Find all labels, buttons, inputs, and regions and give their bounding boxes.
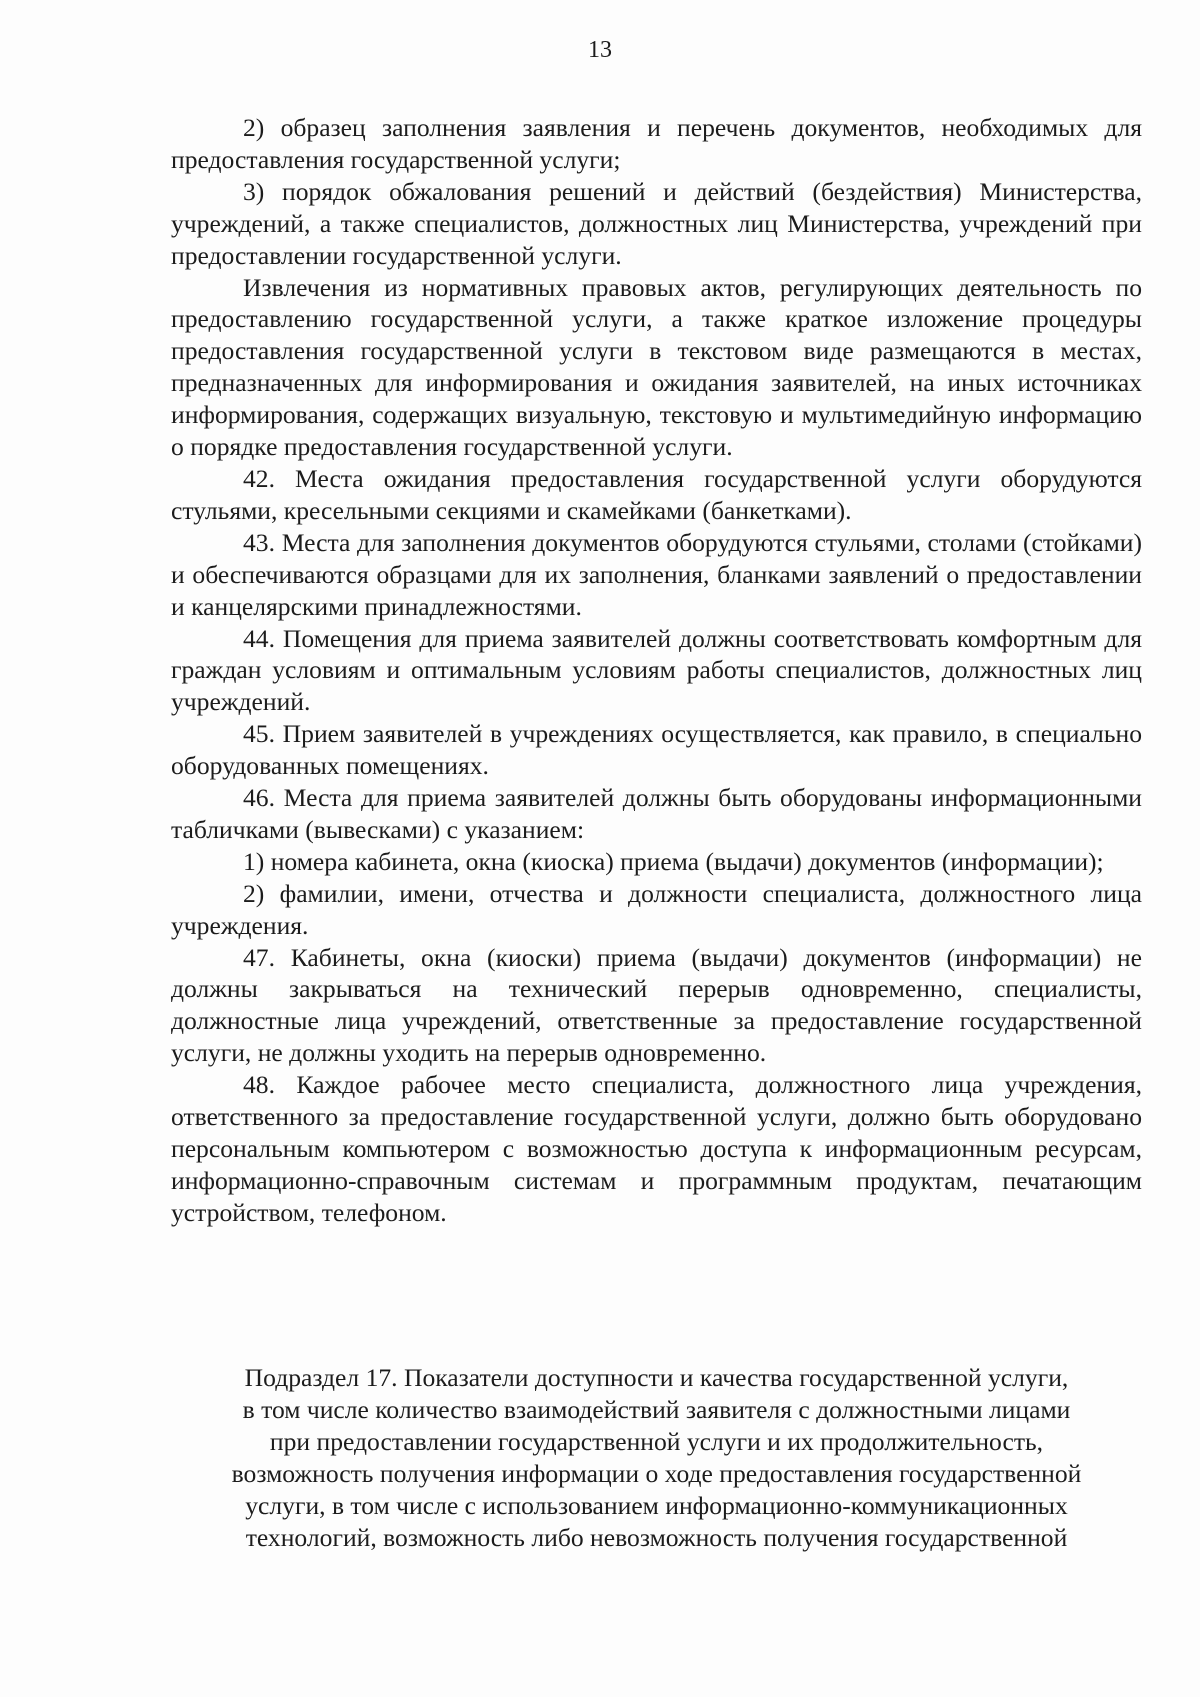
paragraph-42: 42. Места ожидания предоставления государственной услуги оборудуются стульями, кресельными секциями и скамейками (банкетками). — [171, 463, 1142, 525]
paragraph-extracts: Извлечения из нормативных правовых актов, регулирующих деятельность по предоставлению государственной услуги, а также краткое изложение процедуры предоставления государственной услуги в текстовом виде размещаются в местах, предназначенных для информирования и ожидания заявителей, на иных источниках информирования, содержащих визуальную, текстовую и мультимедийную информацию о порядке предоставления государственной услуги. — [171, 272, 1142, 462]
subsection-heading — [171, 1362, 1142, 1553]
heading-line: в том числе количество взаимодействий заявителя с должностными лицами — [242, 1394, 1071, 1424]
paragraph-46-item-2: 2) фамилии, имени, отчества и должности специалиста, должностного лица учреждения. — [171, 878, 1142, 940]
paragraph-43: 43. Места для заполнения документов оборудуются стульями, столами (стойками) и обеспечиваются образцами для их заполнения, бланками заявлений о предоставлении и канцелярскими принадлежностями. — [171, 527, 1142, 621]
heading-line: услуги, в том числе с использованием информационно-коммуникационных — [245, 1490, 1068, 1520]
paragraph-item-2: 2) образец заполнения заявления и перечень документов, необходимых для предоставления государственной услуги; — [171, 113, 1142, 174]
heading-line: технологий, возможность либо невозможность получения государственной — [245, 1522, 1068, 1552]
paragraph-47: 47. Кабинеты, окна (киоски) приема (выдачи) документов (информации) не должны закрываться на технический перерыв одновременно, специалисты, должностные лица учреждений, ответственные за предоставление государственной услуги, не должны уходить на перерыв одновременно. — [171, 942, 1142, 1068]
paragraph-45: 45. Прием заявителей в учреждениях осуществляется, как правило, в специально оборудованных помещениях. — [171, 719, 1142, 781]
heading-line: Подраздел 17. Показатели доступности и качества государственной услуги, — [244, 1363, 1069, 1392]
heading-line: возможность получения информации о ходе предоставления государственной — [231, 1458, 1082, 1488]
paragraph-46-item-1: 1) номера кабинета, окна (киоска) приема (выдачи) документов (информации); — [243, 846, 1104, 876]
page-number: 13 — [588, 37, 612, 63]
body-text — [171, 112, 1142, 1229]
paragraph-item-3: 3) порядок обжалования решений и действий (бездействия) Министерства, учреждений, а также специалистов, должностных лиц Министерства, учреждений при предоставлении государственной услуги. — [171, 176, 1142, 270]
paragraph-44: 44. Помещения для приема заявителей должны соответствовать комфортным для граждан условиям и оптимальным условиям работы специалистов, должностных лиц учреждений. — [171, 623, 1142, 717]
paragraph-46: 46. Места для приема заявителей должны быть оборудованы информационными табличками (вывесками) с указанием: — [171, 783, 1142, 844]
paragraph-48: 48. Каждое рабочее место специалиста, должностного лица учреждения, ответственного за предоставление государственной услуги, должно быть оборудовано персональным компьютером с возможностью доступа к информационным ресурсам, информационно-справочным системам и программным продуктам, печатающим устройством, телефоном. — [171, 1070, 1142, 1227]
heading-line: при предоставлении государственной услуги и их продолжительность, — [269, 1426, 1044, 1456]
